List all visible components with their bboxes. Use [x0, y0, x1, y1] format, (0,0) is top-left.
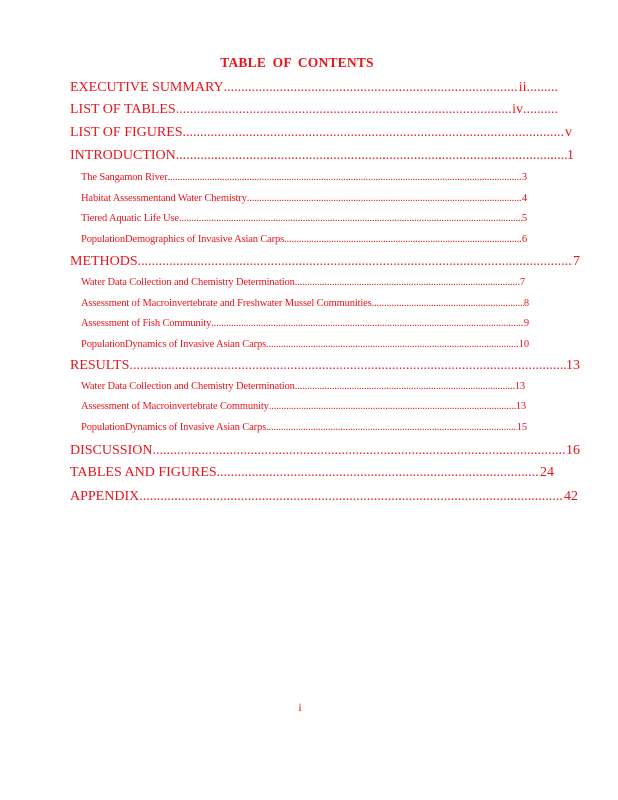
toc-entry-label: Assessment of Macroinvertebrate and Freshwater Mussel Communities	[81, 298, 372, 309]
toc-entry[interactable]	[70, 254, 580, 270]
toc-title: TABLE OF CONTENTS	[220, 55, 374, 70]
dot-leader	[183, 125, 565, 141]
toc-entry[interactable]	[70, 102, 558, 118]
toc-entry-label: DISCUSSION	[70, 443, 153, 458]
toc-entry[interactable]	[70, 148, 574, 164]
toc-entry-label: PopulationDynamics of Invasive Asian Carps	[81, 422, 267, 433]
toc-entry-label: Assessment of Macroinvertebrate Community	[81, 401, 269, 412]
toc-entry-page: 13	[515, 401, 526, 412]
dot-leader	[176, 102, 512, 118]
toc-entry-page: 7	[573, 254, 580, 269]
toc-entry-page: v	[565, 125, 572, 140]
toc-entry-label: PopulationDynamics of Invasive Asian Carps	[81, 339, 267, 350]
trailing-dots: .........	[526, 80, 558, 95]
toc-subentry[interactable]	[81, 318, 529, 329]
toc-entry-page: iv	[512, 102, 523, 117]
toc-subentry[interactable]	[81, 213, 527, 224]
dot-leader	[269, 401, 516, 412]
toc-entry-label: PopulationDemographics of Invasive Asian Carps	[81, 234, 285, 245]
dot-leader	[224, 80, 519, 96]
toc-entry-label: Water Data Collection and Chemistry Determination	[81, 277, 295, 288]
toc-entry-label: LIST OF TABLES	[70, 102, 176, 117]
toc-subentry[interactable]	[81, 172, 527, 183]
toc-subentry[interactable]	[81, 339, 529, 350]
toc-entry[interactable]	[70, 465, 554, 481]
toc-entry-page: 8	[523, 298, 529, 309]
toc-entry-label: APPENDIX	[70, 489, 140, 504]
toc-entry[interactable]	[70, 358, 580, 374]
toc-entry-page: ii	[518, 80, 527, 95]
toc-entry-label: Water Data Collection and Chemistry Determination	[81, 381, 295, 392]
dot-leader	[138, 254, 573, 270]
toc-subentry[interactable]	[81, 401, 526, 412]
toc-entry-page: 3	[521, 172, 527, 183]
page-number: i	[298, 700, 302, 714]
dot-leader	[266, 422, 517, 433]
toc-entry-page: 10	[518, 339, 529, 350]
toc-entry[interactable]	[70, 80, 558, 96]
toc-entry-page: 13	[514, 381, 525, 392]
dot-leader	[211, 318, 524, 329]
toc-entry-label: METHODS	[70, 254, 138, 269]
toc-entry[interactable]	[70, 489, 578, 505]
toc-entry[interactable]	[70, 443, 580, 459]
toc-entry-label: RESULTS	[70, 358, 130, 373]
toc-entry-label: EXECUTIVE SUMMARY	[70, 80, 224, 95]
dot-leader	[176, 148, 567, 164]
toc-subentry[interactable]	[81, 193, 527, 204]
toc-entry-label: Assessment of Fish Community	[81, 318, 212, 329]
trailing-dots: ..........	[523, 102, 558, 117]
toc-entry-page: 13	[566, 358, 580, 373]
dot-leader	[295, 277, 520, 288]
toc-entry-label: The Sangamon River	[81, 172, 168, 183]
toc-subentry[interactable]	[81, 422, 527, 433]
dot-leader	[129, 358, 566, 374]
dot-leader	[139, 489, 564, 505]
dot-leader	[217, 465, 540, 481]
dot-leader	[266, 339, 519, 350]
toc-entry-page: 7	[519, 277, 525, 288]
toc-entry-page: 9	[523, 318, 529, 329]
toc-entry[interactable]	[70, 125, 572, 141]
dot-leader	[168, 172, 522, 183]
toc-entry-page: 16	[566, 443, 580, 458]
toc-entry-label: Habitat Assessmentand Water Chemistry	[81, 193, 247, 204]
dot-leader	[372, 298, 524, 309]
toc-entry-page: 4	[521, 193, 527, 204]
toc-subentry[interactable]	[81, 298, 529, 309]
toc-entry-page: 1	[567, 148, 574, 163]
toc-entry-page: 5	[521, 213, 527, 224]
dot-leader	[179, 213, 522, 224]
toc-entry-label: LIST OF FIGURES	[70, 125, 183, 140]
toc-subentry[interactable]	[81, 277, 525, 288]
toc-entry-page: 15	[516, 422, 527, 433]
dot-leader	[247, 193, 522, 204]
toc-entry-page: 24	[540, 465, 554, 480]
toc-entry-label: TABLES AND FIGURES	[70, 465, 217, 480]
toc-subentry[interactable]	[81, 381, 525, 392]
dot-leader	[295, 381, 515, 392]
toc-entry-label: Tiered Aquatic Life Use	[81, 213, 179, 224]
toc-entry-page: 42	[564, 489, 578, 504]
dot-leader	[152, 443, 566, 459]
toc-entry-label: INTRODUCTION	[70, 148, 176, 163]
dot-leader	[284, 234, 522, 245]
toc-entry-page: 6	[521, 234, 527, 245]
toc-subentry[interactable]	[81, 234, 527, 245]
